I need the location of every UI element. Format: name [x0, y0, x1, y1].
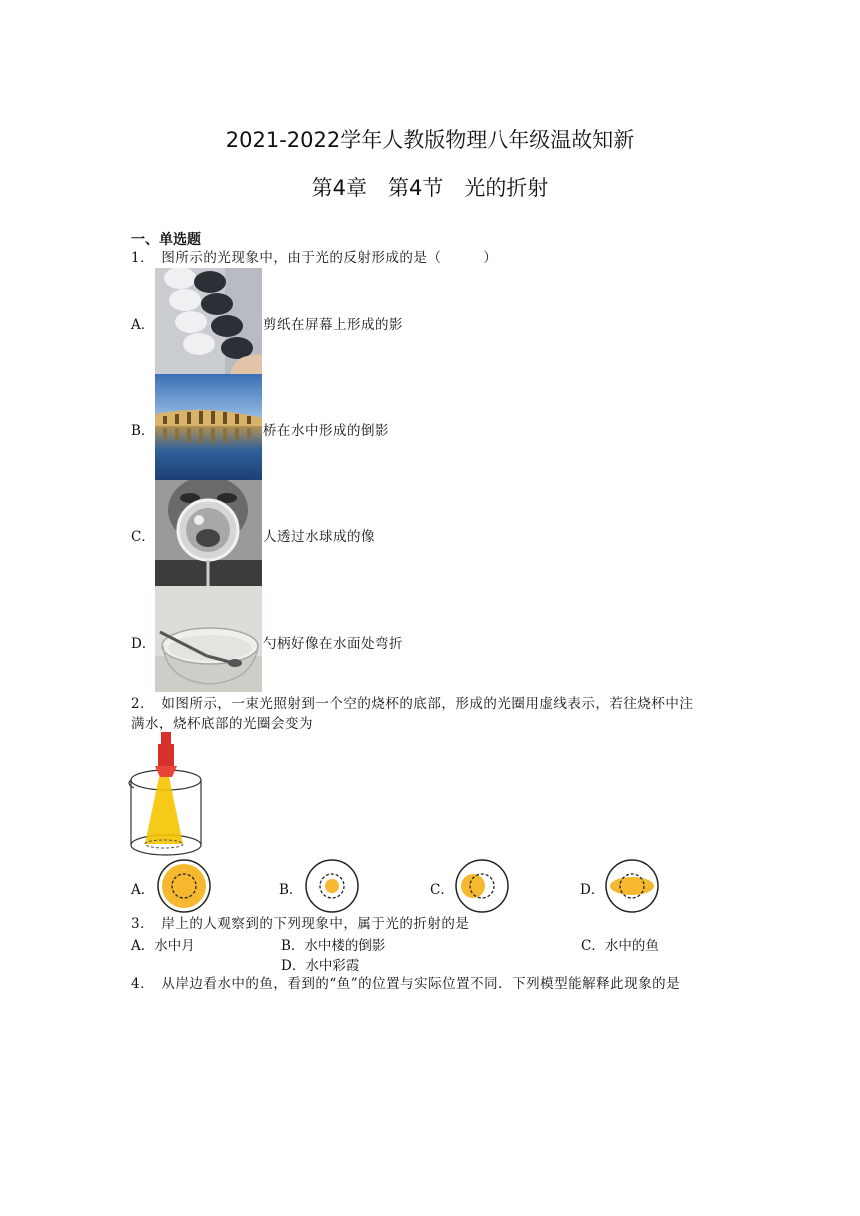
question-2-stem-line1: 2． 如图所示，一束光照射到一个空的烧杯的底部，形成的光圈用虚线表示，若往烧杯中注 [131, 696, 694, 712]
q1-option-c-letter: C． [131, 529, 155, 545]
q1-option-a-image [155, 268, 262, 374]
chapter-subtitle: 第4章 第4节 光的折射 [311, 176, 549, 200]
q1-option-a-text: 剪纸在屏幕上形成的影 [263, 317, 403, 333]
q1-option-d-image [155, 586, 262, 692]
q2-option-d-letter: D． [580, 882, 605, 898]
document-title: 2021-2022学年人教版物理八年级温故知新 [225, 128, 635, 152]
question-4-stem: 4． 从岸边看水中的鱼，看到的“鱼”的位置与实际位置不同．下列模型能解释此现象的是 [131, 976, 681, 992]
q2-option-b-ring [304, 858, 360, 914]
q1-option-a-letter: A． [131, 317, 155, 333]
q1-option-c-text: 人透过水球成的像 [263, 529, 375, 545]
section-heading: 一、单选题 [131, 232, 201, 248]
q1-option-d-text: 勺柄好像在水面处弯折 [263, 636, 403, 652]
question-1-stem: 1． 图所示的光现象中，由于光的反射形成的是（ ） [131, 250, 498, 266]
q1-option-c-image [155, 480, 262, 586]
q3-option-a: A．水中月 [131, 938, 195, 954]
q1-option-b-text: 桥在水中形成的倒影 [263, 423, 389, 439]
q2-option-d-ring [604, 858, 660, 914]
beaker-diagram [128, 730, 208, 860]
q2-option-a-letter: A． [131, 882, 155, 898]
q1-option-d-letter: D． [131, 636, 156, 652]
q2-option-b-letter: B． [279, 882, 303, 898]
q2-option-c-ring [454, 858, 510, 914]
q1-option-b-image [155, 374, 262, 480]
q3-option-c: C．水中的鱼 [581, 938, 659, 954]
q2-option-a-ring [156, 858, 212, 914]
question-3-stem: 3． 岸上的人观察到的下列现象中，属于光的折射的是 [131, 916, 470, 932]
q3-option-b: B．水中楼的倒影 [281, 938, 386, 954]
question-2-stem-line2: 满水，烧杯底部的光圈会变为 [131, 716, 313, 732]
q1-option-b-letter: B． [131, 423, 155, 439]
q2-option-c-letter: C． [430, 882, 454, 898]
q3-option-d: D．水中彩霞 [281, 958, 360, 974]
